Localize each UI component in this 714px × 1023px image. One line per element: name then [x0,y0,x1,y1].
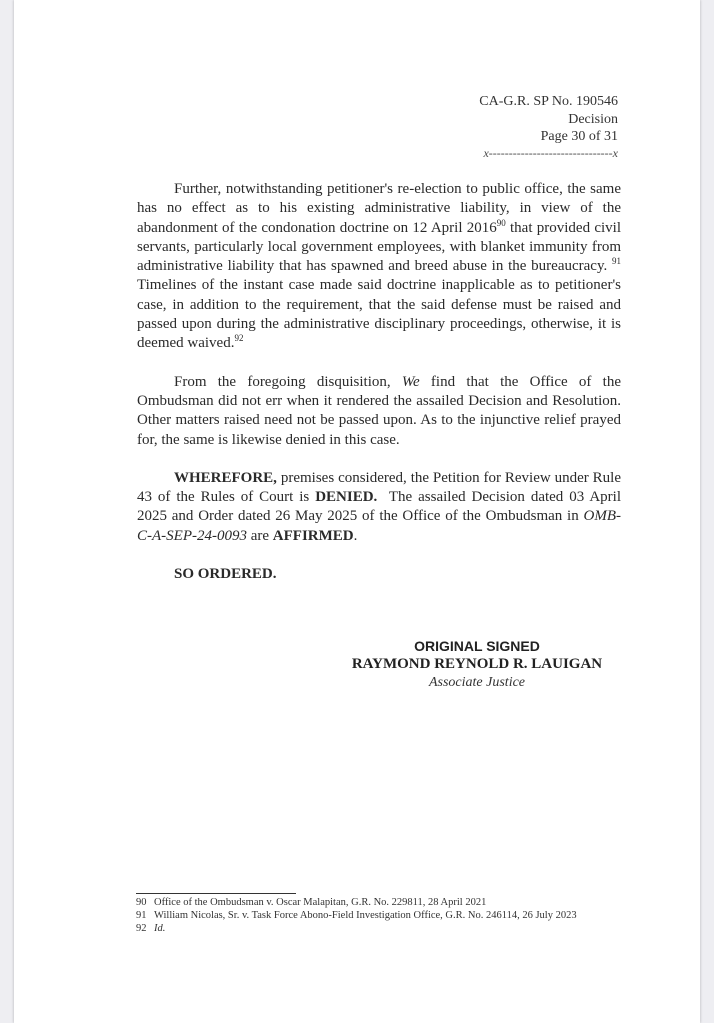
footnote-divider [136,893,296,894]
case-number: CA-G.R. SP No. 190546 [479,94,618,109]
footnotes [136,896,626,935]
emphasis-we: We [401,373,420,390]
text-run: find that the Office of the Ombudsman did not err when it rendered the assailed Decision and Resolution. Other matters raised need not be passed upon. As to the injunctive relief prayed for, the same is likewise denied in this case. [137,373,621,448]
paragraph-wherefore [137,469,625,546]
text-run: Further, notwithstanding petitioner's re-election to public office, the same has no effect as to his existing administrative liability, in view of the abandonment of the condonation doctrine on 12 April 2016 [137,181,621,236]
signatory-title: Associate Justice [428,675,526,690]
text-run: The assailed Decision dated 03 April 2025 and Order dated 26 May 2025 of the Office of the Ombudsman in [137,489,625,525]
page-number: Page 30 of 31 [540,129,618,144]
text-run: Timelines of the instant case made said doctrine inapplicable as to petitioner's case, in addition to the requirement, that the said defense must be raised and passed upon during the administrative disciplinary proceedings, otherwise, it is deemed waived. [137,277,621,352]
paragraph-disquisition [137,373,621,450]
ruling-affirmed: AFFIRMED [272,527,354,544]
footnote-ref-90[interactable]: 90 [496,217,506,228]
footnote-item [136,896,626,909]
footnote-number: 92 [136,923,147,934]
header-separator: x-------------------------------x [483,145,618,160]
text-run: that provided civil servants, particularly local government employees, with blanket immunity from administrative liability that has spawned and breed abuse in the bureaucracy. [137,219,621,275]
footnote-ref-92[interactable]: 92 [234,333,244,344]
text-run: are [246,527,273,544]
footnote-text: William Nicolas, Sr. v. Task Force Abono-Field Investigation Office, G.R. No. 246114, 26 July 2023 [154,910,577,921]
paragraph-condonation [137,180,621,354]
footnote-ref-91[interactable]: 91 [612,256,621,267]
case-reference: OMB-C-A-SEP-24-0093 [137,508,621,544]
signature-block [332,638,622,692]
text-run: premises considered, the Petition for Review under Rule 43 of the Rules of Court is [137,469,621,506]
document-type: Decision [568,111,618,127]
footnote-number: 91 [136,910,147,921]
page-header [479,93,618,160]
document-page [14,0,700,1023]
footnote-text: Id. [154,923,166,934]
so-ordered: SO ORDERED. [174,566,277,583]
wherefore-label: WHEREFORE, [174,469,277,486]
footnote-text: Office of the Ombudsman v. Oscar Malapitan, G.R. No. 229811, 28 April 2021 [154,897,487,908]
signature-status: ORIGINAL SIGNED [414,638,540,654]
footnote-number: 90 [136,897,147,908]
text-run: . [353,527,358,544]
decision-body [137,180,625,603]
ruling-denied: DENIED. [315,489,378,506]
footnote-item [136,922,626,935]
footnote-item [136,909,626,922]
signatory-name: RAYMOND REYNOLD R. LAUIGAN [351,656,603,672]
text-run: From the foregoing disquisition, [174,373,402,390]
